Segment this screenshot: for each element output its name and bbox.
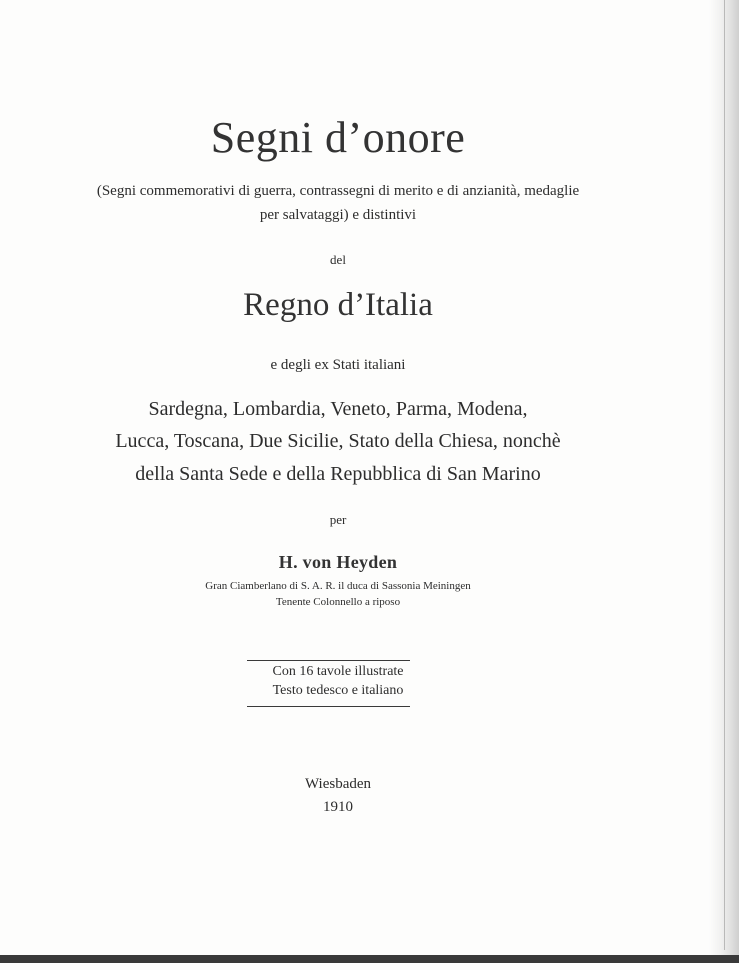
author-name: H. von Heyden <box>278 552 398 572</box>
publication-place: Wiesbaden <box>304 776 372 792</box>
states-line-3: della Santa Sede e della Repubblica di San Marino <box>135 463 541 485</box>
subtitle-line-1: (Segni commemorativi di guerra, contrassegni di merito e di anzianità, medaglie <box>96 183 580 199</box>
page-edge-line <box>724 0 725 950</box>
subtitle-line-2: per salvataggi) e distintivi <box>259 207 417 223</box>
states-line-2: Lucca, Toscana, Due Sicilie, Stato della Chiesa, nonchè <box>115 430 561 452</box>
book-title: Segni d’onore <box>210 113 466 162</box>
plates-note-2: Testo tedesco e italiano <box>272 683 404 698</box>
author-role-2: Tenente Colonnello a riposo <box>275 596 401 608</box>
connector-states: e degli ex Stati italiani <box>270 357 406 373</box>
connector-del: del <box>330 252 346 267</box>
divider-bottom <box>247 706 410 707</box>
divider-top <box>247 660 410 661</box>
publication-year: 1910 <box>323 799 353 815</box>
states-line-1: Sardegna, Lombardia, Veneto, Parma, Modena, <box>148 398 528 420</box>
scan-bottom-edge <box>0 955 739 963</box>
kingdom-title: Regno d’Italia <box>243 287 433 323</box>
plates-note-1: Con 16 tavole illustrate <box>272 664 404 679</box>
connector-per: per <box>329 512 347 527</box>
author-role-1: Gran Ciamberlano di S. A. R. il duca di Sassonia Meiningen <box>205 580 471 592</box>
